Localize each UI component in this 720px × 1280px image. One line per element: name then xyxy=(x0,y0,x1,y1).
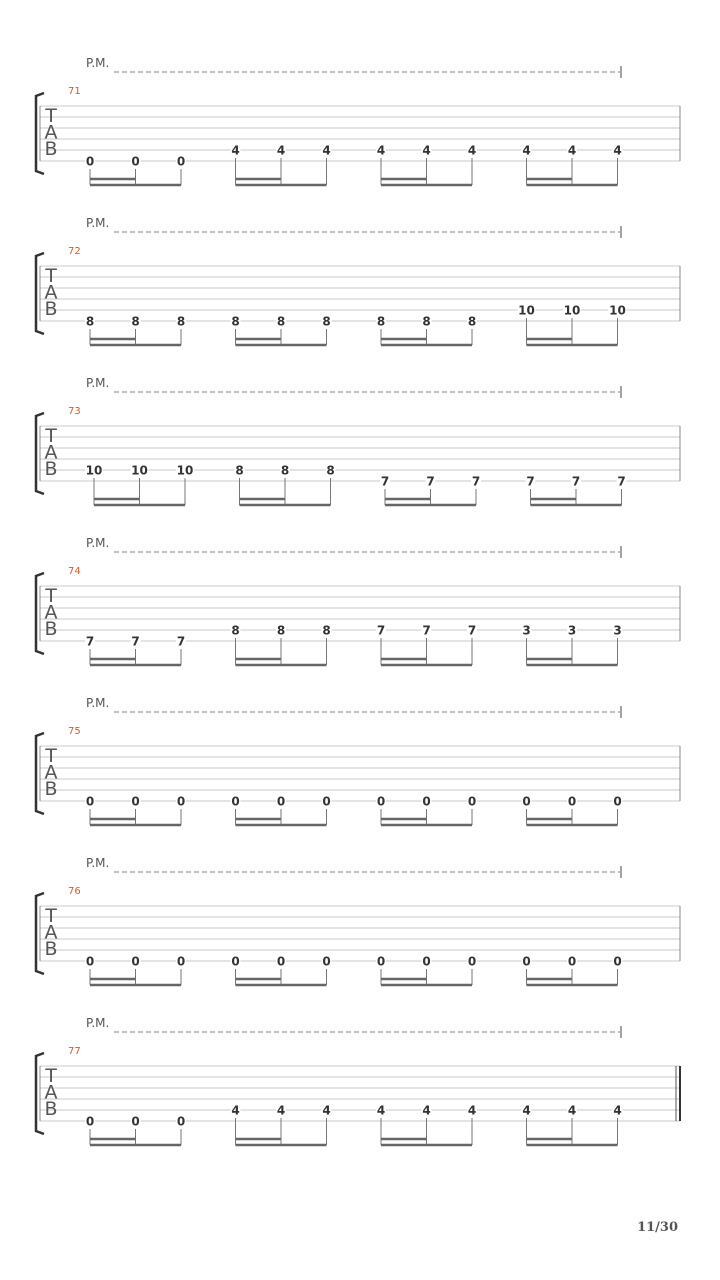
fret-number: 0 xyxy=(422,954,431,969)
fret-number: 8 xyxy=(276,623,286,638)
fret-number: 0 xyxy=(176,794,186,809)
fret-number: 7 xyxy=(526,474,535,489)
fret-number: 0 xyxy=(567,794,577,809)
fret-number: 4 xyxy=(422,143,431,158)
fret-number: 0 xyxy=(376,794,386,809)
fret-number: 10 xyxy=(131,463,148,478)
fret-number: 0 xyxy=(131,954,140,969)
fret-number: 3 xyxy=(613,623,622,638)
measure-number: 75 xyxy=(68,726,81,737)
page-number: 11/30 xyxy=(637,1220,678,1235)
fret-number: 0 xyxy=(322,794,331,809)
fret-number: 4 xyxy=(467,143,477,158)
fret-number: 0 xyxy=(613,954,622,969)
tab-clef-letter: T xyxy=(45,585,57,607)
fret-number: 7 xyxy=(85,634,95,649)
fret-number: 8 xyxy=(231,623,240,638)
fret-number: 0 xyxy=(613,794,622,809)
fret-number: 8 xyxy=(85,314,95,329)
fret-number: 0 xyxy=(131,1114,140,1129)
fret-number: 8 xyxy=(231,314,240,329)
fret-number: 10 xyxy=(176,463,194,478)
fret-number: 7 xyxy=(131,634,140,649)
tab-clef-letter: B xyxy=(44,138,58,160)
fret-number: 4 xyxy=(613,1103,622,1118)
fret-number: 4 xyxy=(467,1103,477,1118)
tab-clef-letter: A xyxy=(44,441,58,464)
fret-number: 10 xyxy=(563,303,581,318)
tab-clef-letter: T xyxy=(45,265,57,287)
fret-number: 7 xyxy=(380,474,390,489)
tab-system-72 xyxy=(36,216,680,345)
palm-mute-label: P.M. xyxy=(86,1016,110,1030)
fret-number: 8 xyxy=(376,314,386,329)
tab-clef-letter: T xyxy=(45,105,57,127)
tab-system-77 xyxy=(36,1016,680,1145)
fret-number: 7 xyxy=(176,634,186,649)
fret-number: 8 xyxy=(322,314,331,329)
measure-number: 76 xyxy=(68,886,81,897)
fret-number: 0 xyxy=(567,954,577,969)
tab-system-75 xyxy=(36,696,680,825)
fret-number: 4 xyxy=(522,1103,531,1118)
tab-clef-letter: B xyxy=(44,298,58,320)
tab-clef-letter: A xyxy=(44,281,58,304)
tab-clef-letter: T xyxy=(45,1065,57,1087)
fret-number: 4 xyxy=(522,143,531,158)
tab-clef-letter: A xyxy=(44,761,58,784)
measure-number: 74 xyxy=(68,566,81,577)
fret-number: 7 xyxy=(617,474,626,489)
fret-number: 0 xyxy=(131,154,140,169)
fret-number: 4 xyxy=(376,1103,386,1118)
fret-number: 0 xyxy=(322,954,331,969)
fret-number: 4 xyxy=(376,143,386,158)
measure-number: 73 xyxy=(68,406,81,417)
fret-number: 3 xyxy=(522,623,531,638)
tab-clef-letter: A xyxy=(44,1081,58,1104)
measure-number: 77 xyxy=(68,1046,81,1057)
fret-number: 4 xyxy=(567,143,577,158)
tab-system-74 xyxy=(36,536,680,665)
fret-number: 7 xyxy=(571,474,581,489)
fret-number: 8 xyxy=(322,623,331,638)
fret-number: 4 xyxy=(231,143,240,158)
fret-number: 0 xyxy=(176,1114,186,1129)
fret-number: 8 xyxy=(280,463,290,478)
palm-mute-label: P.M. xyxy=(86,856,110,870)
tab-clef-letter: T xyxy=(45,425,57,447)
fret-number: 0 xyxy=(231,954,240,969)
tab-clef-letter: B xyxy=(44,618,58,640)
fret-number: 0 xyxy=(176,154,186,169)
fret-number: 7 xyxy=(376,623,386,638)
fret-number: 0 xyxy=(85,954,95,969)
fret-number: 4 xyxy=(322,143,331,158)
fret-number: 0 xyxy=(85,154,95,169)
fret-number: 0 xyxy=(376,954,386,969)
fret-number: 3 xyxy=(567,623,577,638)
tab-system-71 xyxy=(36,56,680,185)
fret-number: 7 xyxy=(471,474,481,489)
fret-number: 8 xyxy=(131,314,140,329)
tab-clef-letter: T xyxy=(45,745,57,767)
fret-number: 0 xyxy=(85,1114,95,1129)
tab-clef-letter: A xyxy=(44,921,58,944)
tab-clef-letter: B xyxy=(44,1098,58,1120)
fret-number: 4 xyxy=(231,1103,240,1118)
fret-number: 8 xyxy=(235,463,244,478)
fret-number: 4 xyxy=(613,143,622,158)
fret-number: 0 xyxy=(276,954,286,969)
palm-mute-label: P.M. xyxy=(86,536,110,550)
tab-clef-letter: T xyxy=(45,905,57,927)
fret-number: 0 xyxy=(467,954,477,969)
fret-number: 8 xyxy=(276,314,286,329)
fret-number: 4 xyxy=(276,1103,286,1118)
fret-number: 8 xyxy=(422,314,431,329)
fret-number: 8 xyxy=(176,314,186,329)
tab-system-76 xyxy=(36,856,680,985)
palm-mute-label: P.M. xyxy=(86,376,110,390)
tab-clef-letter: A xyxy=(44,601,58,624)
fret-number: 8 xyxy=(326,463,335,478)
tab-system-73 xyxy=(36,376,680,505)
fret-number: 0 xyxy=(176,954,186,969)
palm-mute-label: P.M. xyxy=(86,216,110,230)
fret-number: 0 xyxy=(85,794,95,809)
measure-number: 72 xyxy=(68,246,81,257)
fret-number: 0 xyxy=(276,794,286,809)
fret-number: 7 xyxy=(422,623,431,638)
fret-number: 8 xyxy=(467,314,477,329)
tab-clef-letter: B xyxy=(44,938,58,960)
fret-number: 10 xyxy=(609,303,626,318)
fret-number: 0 xyxy=(522,794,531,809)
measure-number: 71 xyxy=(68,86,81,97)
fret-number: 4 xyxy=(567,1103,577,1118)
fret-number: 10 xyxy=(518,303,535,318)
fret-number: 0 xyxy=(231,794,240,809)
fret-number: 7 xyxy=(467,623,477,638)
fret-number: 0 xyxy=(131,794,140,809)
tab-clef-letter: A xyxy=(44,121,58,144)
palm-mute-label: P.M. xyxy=(86,56,110,70)
fret-number: 4 xyxy=(322,1103,331,1118)
fret-number: 0 xyxy=(522,954,531,969)
fret-number: 10 xyxy=(85,463,103,478)
fret-number: 0 xyxy=(467,794,477,809)
tab-clef-letter: B xyxy=(44,778,58,800)
fret-number: 4 xyxy=(422,1103,431,1118)
palm-mute-label: P.M. xyxy=(86,696,110,710)
fret-number: 4 xyxy=(276,143,286,158)
fret-number: 0 xyxy=(422,794,431,809)
fret-number: 7 xyxy=(426,474,435,489)
tab-clef-letter: B xyxy=(44,458,58,480)
